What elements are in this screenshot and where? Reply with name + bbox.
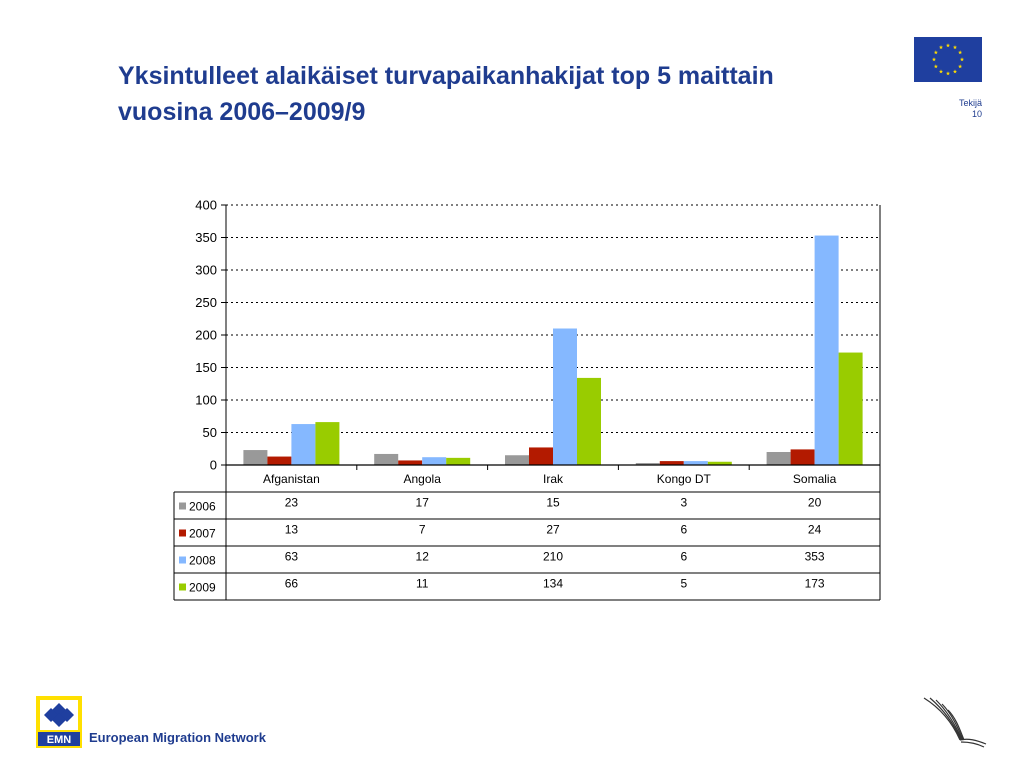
bar-2007-afganistan — [267, 457, 291, 465]
x-tick-label: Afganistan — [263, 472, 320, 486]
emn-logo-text: EMN — [46, 734, 72, 746]
legend-swatch-2007 — [179, 530, 186, 537]
legend-swatch-2006 — [179, 503, 186, 510]
bar-2008-angola — [422, 457, 446, 465]
table-cell: 20 — [807, 495, 822, 510]
y-tick-label: 0 — [209, 457, 217, 473]
table-cell: 6 — [680, 522, 688, 537]
table-cell: 173 — [804, 576, 825, 591]
bar-2006-somalia — [767, 452, 791, 465]
y-tick-label: 400 — [195, 197, 217, 213]
bar-2006-irak — [505, 455, 529, 465]
bar-2008-somalia — [815, 236, 839, 465]
table-cell: 134 — [542, 576, 564, 591]
table-cell: 353 — [804, 549, 825, 564]
table-cell: 11 — [415, 576, 429, 591]
x-tick-label: Somalia — [792, 472, 837, 486]
page-title — [118, 58, 898, 130]
bar-2009-irak — [577, 378, 601, 465]
y-tick-label: 100 — [195, 392, 217, 408]
y-tick-label: 200 — [195, 327, 217, 343]
bar-2009-angola — [446, 458, 470, 465]
bar-2009-afganistan — [315, 422, 339, 465]
legend-swatch-2009 — [179, 584, 186, 591]
legend-label-2009: 2009 — [189, 580, 216, 595]
bar-2007-irak — [529, 447, 553, 465]
legend-label-2006: 2006 — [189, 499, 216, 514]
table-cell: 15 — [546, 495, 560, 510]
eu-flag-icon — [914, 37, 982, 82]
legend-label-2008: 2008 — [189, 553, 216, 568]
table-cell: 17 — [415, 495, 429, 510]
table-cell: 3 — [680, 495, 688, 510]
bar-chart — [170, 192, 890, 612]
x-tick-label: Kongo DT — [656, 472, 711, 486]
table-cell: 6 — [680, 549, 688, 564]
table-cell: 12 — [415, 549, 429, 564]
bar-2006-afganistan — [243, 450, 267, 465]
page-number: 10 — [971, 109, 982, 119]
table-cell: 7 — [418, 522, 426, 537]
y-tick-label: 350 — [195, 230, 217, 245]
author-info — [959, 98, 982, 120]
table-cell: 66 — [284, 576, 299, 591]
table-cell: 210 — [542, 549, 564, 564]
y-tick-label: 50 — [202, 425, 217, 440]
emn-logo-icon — [36, 696, 82, 748]
y-tick-label: 250 — [195, 295, 217, 310]
table-cell: 13 — [284, 522, 299, 537]
bar-2009-somalia — [839, 353, 863, 465]
table-cell: 23 — [284, 495, 299, 510]
bar-2007-angola — [398, 460, 422, 465]
page-title-line-1: Yksintulleet alaikäiset turvapaikanhakijat top 5 maittain — [118, 62, 774, 90]
author-label: Tekijä — [958, 98, 982, 108]
table-cell: 5 — [680, 576, 688, 591]
org-name: European Migration Network — [89, 730, 266, 745]
bar-2008-irak — [553, 329, 577, 466]
page-title-line-2: vuosina 2006–2009/9 — [118, 98, 366, 126]
y-tick-label: 150 — [195, 360, 217, 375]
bird-logo-icon — [920, 696, 988, 748]
bar-2006-angola — [374, 454, 398, 465]
x-tick-label: Irak — [542, 472, 564, 486]
bar-2007-somalia — [791, 449, 815, 465]
bar-2008-afganistan — [291, 424, 315, 465]
legend-swatch-2008 — [179, 557, 186, 564]
table-cell: 24 — [807, 522, 822, 537]
table-cell: 27 — [546, 522, 560, 537]
table-cell: 63 — [284, 549, 299, 564]
y-tick-label: 300 — [195, 262, 217, 278]
legend-label-2007: 2007 — [189, 526, 216, 541]
x-tick-label: Angola — [403, 472, 441, 486]
